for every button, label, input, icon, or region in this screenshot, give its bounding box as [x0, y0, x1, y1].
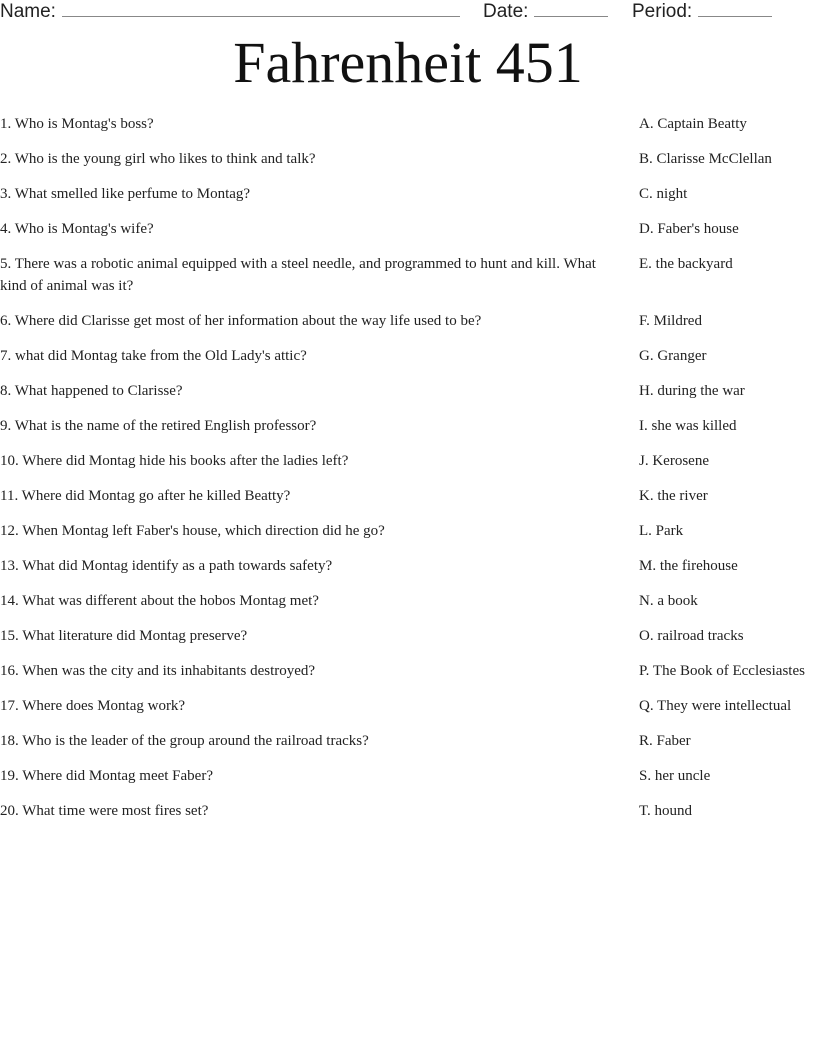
answer-item: D. Faber's house: [639, 221, 739, 237]
answer-item: H. during the war: [639, 383, 745, 399]
period-field[interactable]: [632, 0, 772, 23]
question-item: 16. When was the city and its inhabitants destroyed?: [0, 663, 316, 679]
question-item: 20. What time were most fires set?: [0, 803, 209, 819]
answer-item: C. night: [639, 186, 688, 202]
answer-item: L. Park: [639, 523, 684, 539]
answer-item: I. she was killed: [639, 418, 737, 434]
question-item: 9. What is the name of the retired English professor?: [0, 418, 317, 434]
question-item: 18. Who is the leader of the group around the railroad tracks?: [0, 733, 369, 749]
student-info-header: [0, 0, 816, 24]
name-label: Name:: [0, 1, 56, 22]
worksheet-title: Fahrenheit 451: [233, 30, 583, 95]
questions-column: [0, 113, 620, 835]
name-blank-line[interactable]: [62, 0, 460, 17]
answer-item: J. Kerosene: [639, 453, 709, 469]
question-item: 2. Who is the young girl who likes to think and talk?: [0, 151, 316, 167]
date-blank-line[interactable]: [534, 0, 608, 17]
date-label: Date:: [483, 1, 529, 22]
question-item: 6. Where did Clarisse get most of her information about the way life used to be?: [0, 313, 482, 329]
period-blank-line[interactable]: [698, 0, 772, 17]
question-item: 19. Where did Montag meet Faber?: [0, 768, 213, 784]
question-item: 8. What happened to Clarisse?: [0, 383, 183, 399]
question-item: 12. When Montag left Faber's house, which direction did he go?: [0, 523, 385, 539]
question-item: 5. There was a robotic animal equipped with a steel needle, and programmed to hunt and kill. What kind of animal was it?: [0, 256, 596, 294]
answer-item: K. the river: [639, 488, 708, 504]
question-item: 14. What was different about the hobos Montag met?: [0, 593, 319, 609]
answer-item: B. Clarisse McClellan: [639, 151, 772, 167]
question-item: 3. What smelled like perfume to Montag?: [0, 186, 251, 202]
question-item: 1. Who is Montag's boss?: [0, 116, 154, 132]
answer-item: R. Faber: [639, 733, 691, 749]
answer-item: F. Mildred: [639, 313, 702, 329]
question-item: 13. What did Montag identify as a path towards safety?: [0, 558, 333, 574]
answer-item: G. Granger: [639, 348, 707, 364]
answer-item: Q. They were intellectual: [639, 698, 792, 714]
answer-item: S. her uncle: [639, 768, 711, 784]
name-field[interactable]: [0, 0, 460, 23]
question-item: 7. what did Montag take from the Old Lady's attic?: [0, 348, 307, 364]
question-item: 17. Where does Montag work?: [0, 698, 186, 714]
question-item: 4. Who is Montag's wife?: [0, 221, 154, 237]
answers-column: [639, 113, 816, 835]
answer-item: T. hound: [639, 803, 693, 819]
answer-item: N. a book: [639, 593, 698, 609]
answer-item: E. the backyard: [639, 256, 733, 272]
answer-item: O. railroad tracks: [639, 628, 744, 644]
date-field[interactable]: [483, 0, 608, 23]
question-item: 11. Where did Montag go after he killed Beatty?: [0, 488, 291, 504]
answer-item: M. the firehouse: [639, 558, 738, 574]
period-label: Period:: [632, 1, 693, 22]
answer-item: A. Captain Beatty: [639, 116, 747, 132]
question-item: 10. Where did Montag hide his books after the ladies left?: [0, 453, 349, 469]
question-item: 15. What literature did Montag preserve?: [0, 628, 248, 644]
answer-item: P. The Book of Ecclesiastes: [639, 663, 805, 679]
